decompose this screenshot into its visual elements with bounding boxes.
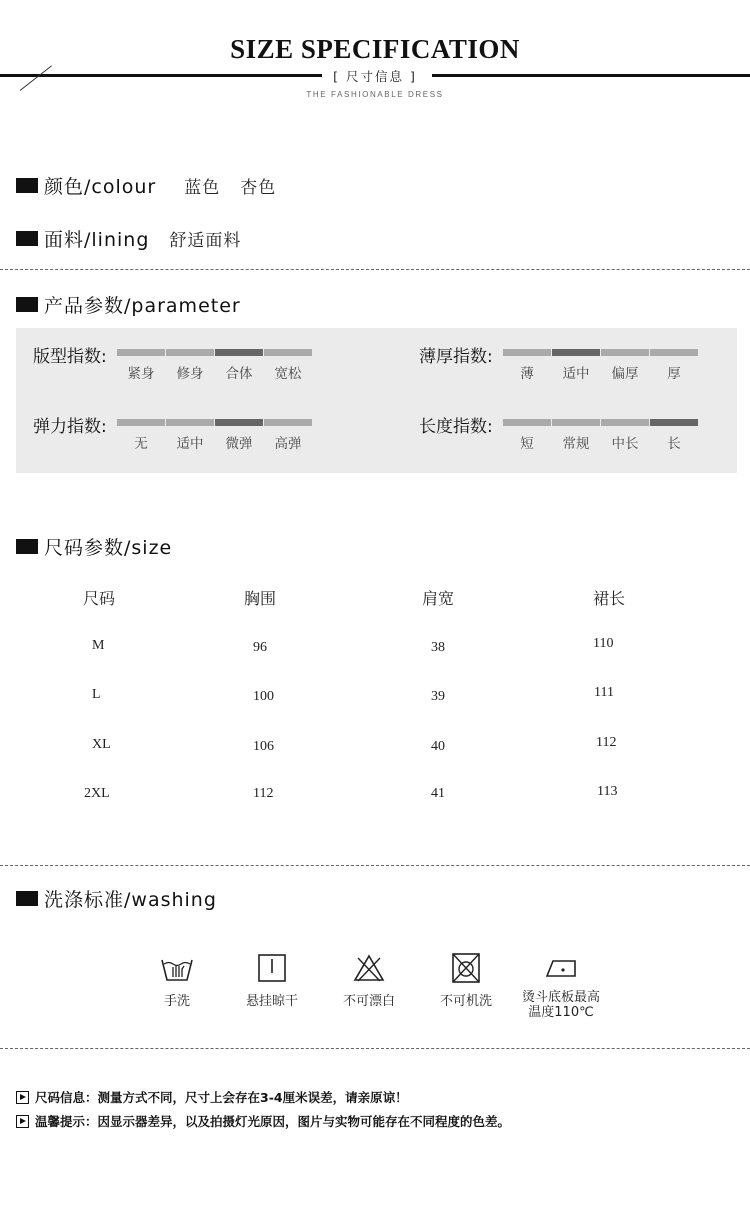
table-cell: 40 <box>431 739 445 754</box>
washing-label-text: 悬挂晾干 <box>245 994 298 1009</box>
scale-segment <box>166 349 214 356</box>
scale-segment-selected <box>552 349 600 356</box>
scale-segment-selected <box>215 349 263 356</box>
table-row <box>0 687 750 707</box>
scale-option-label: 长 <box>667 436 681 452</box>
scale-segment <box>264 419 312 426</box>
colour-value: 蓝色 <box>184 178 221 198</box>
table-cell: 38 <box>431 640 445 655</box>
play-icon <box>16 1115 29 1128</box>
scale-option-label: 适中 <box>176 436 204 452</box>
size-col-header: 尺码 <box>83 589 116 608</box>
scale-segment-selected <box>215 419 263 426</box>
scale-option-label: 无 <box>134 436 148 452</box>
index-fit <box>33 342 107 367</box>
scale-option-label: 微弹 <box>225 436 253 452</box>
scale-segment <box>117 349 165 356</box>
play-icon <box>16 1091 29 1104</box>
hang-dry-icon <box>254 950 290 986</box>
scale-segment <box>650 349 698 356</box>
table-cell: 106 <box>253 739 274 754</box>
washing-item <box>513 950 609 1020</box>
section-marker <box>16 539 38 554</box>
table-cell: 112 <box>596 735 617 750</box>
index-title: 版型指数: <box>33 347 107 367</box>
table-cell: 96 <box>253 640 267 655</box>
scale-segment <box>601 419 649 426</box>
washing-header <box>16 885 217 912</box>
scale-option-label: 偏厚 <box>611 366 639 382</box>
table-cell: L <box>92 687 101 702</box>
size-note <box>16 1088 408 1106</box>
table-row <box>0 786 750 806</box>
colour-value: 杏色 <box>240 178 277 198</box>
section-marker <box>16 231 38 246</box>
washing-item <box>334 950 404 1009</box>
size-label: 尺码参数/size <box>44 537 173 559</box>
washing-item <box>147 950 207 1009</box>
scale-option-label: 短 <box>520 436 534 452</box>
iron-icon <box>543 950 579 986</box>
table-cell: 110 <box>593 636 614 651</box>
parameter-header <box>16 291 241 318</box>
table-row <box>0 737 750 757</box>
section-marker <box>16 178 38 193</box>
scale-segment <box>503 419 551 426</box>
hand-wash-icon <box>159 950 195 986</box>
colour-row <box>16 172 276 199</box>
scale-option-label: 宽松 <box>274 366 302 382</box>
scale-segment <box>166 419 214 426</box>
scale-option-label: 合体 <box>225 366 253 382</box>
parameter-panel <box>16 328 737 473</box>
scale-option-label: 中长 <box>611 436 639 452</box>
washing-item <box>431 950 501 1009</box>
index-thickness <box>419 342 493 367</box>
washing-label-text: 烫斗底板最高 <box>521 990 600 1005</box>
scale-segment <box>117 419 165 426</box>
table-cell: 113 <box>597 784 618 799</box>
colour-label: 颜色/colour <box>44 176 157 198</box>
length-col-header: 裙长 <box>593 589 626 608</box>
scale-option-label: 常规 <box>562 436 590 452</box>
scale-option-label: 修身 <box>176 366 204 382</box>
scale-segment <box>503 349 551 356</box>
index-title: 长度指数: <box>419 417 493 437</box>
scale-option-label: 薄 <box>520 366 534 382</box>
header-tagline: THE FASHIONABLE DRESS <box>306 90 444 99</box>
note-text: 温馨提示：因显示器差异，以及拍摄灯光原因，图片与实物可能存在不同程度的色差。 <box>35 1114 511 1129</box>
chest-col-header: 胸围 <box>244 589 277 608</box>
divider <box>0 1048 750 1049</box>
lining-value: 舒适面料 <box>169 231 242 251</box>
table-row <box>0 638 750 658</box>
index-length <box>419 412 493 437</box>
washing-label-text: 手洗 <box>163 994 190 1009</box>
divider <box>0 269 750 270</box>
scale-option-label: 紧身 <box>127 366 155 382</box>
divider <box>0 865 750 866</box>
parameter-label: 产品参数/parameter <box>44 295 241 317</box>
washing-item <box>234 950 310 1009</box>
scale-segment <box>552 419 600 426</box>
section-marker <box>16 891 38 906</box>
scale-segment <box>601 349 649 356</box>
table-cell: 2XL <box>84 786 110 801</box>
table-cell: 100 <box>253 689 274 704</box>
shoulder-col-header: 肩宽 <box>422 589 455 608</box>
scale-segment-selected <box>650 419 698 426</box>
no-bleach-icon <box>351 950 387 986</box>
table-cell: 41 <box>431 786 445 801</box>
table-cell: 112 <box>253 786 274 801</box>
table-cell: M <box>92 638 105 653</box>
lining-label: 面料/lining <box>44 229 150 251</box>
color-note <box>16 1112 510 1130</box>
section-marker <box>16 297 38 312</box>
note-text: 尺码信息：测量方式不同，尺寸上会存在3-4厘米误差，请亲原谅！ <box>35 1090 408 1105</box>
table-cell: 111 <box>594 685 614 700</box>
page-title: SIZE SPECIFICATION <box>230 34 520 64</box>
scale-option-label: 高弹 <box>274 436 302 452</box>
washing-label-text: 不可漂白 <box>342 994 395 1009</box>
size-header <box>16 533 172 560</box>
table-cell: 39 <box>431 689 445 704</box>
index-title: 弹力指数: <box>33 417 107 437</box>
index-title: 薄厚指数: <box>419 347 493 367</box>
washing-label-text: 不可机洗 <box>439 994 492 1009</box>
index-stretch <box>33 412 107 437</box>
no-machine-wash-icon <box>448 950 484 986</box>
lining-row <box>16 225 241 252</box>
washing-label-text: 温度110℃ <box>528 1005 594 1020</box>
size-table <box>0 586 750 816</box>
table-cell: XL <box>92 737 111 752</box>
scale-option-label: 适中 <box>562 366 590 382</box>
scale-segment <box>264 349 312 356</box>
header-subtitle: [ 尺寸信息 ] <box>333 69 417 84</box>
washing-label: 洗涤标准/washing <box>44 889 217 911</box>
scale-option-label: 厚 <box>667 366 681 382</box>
